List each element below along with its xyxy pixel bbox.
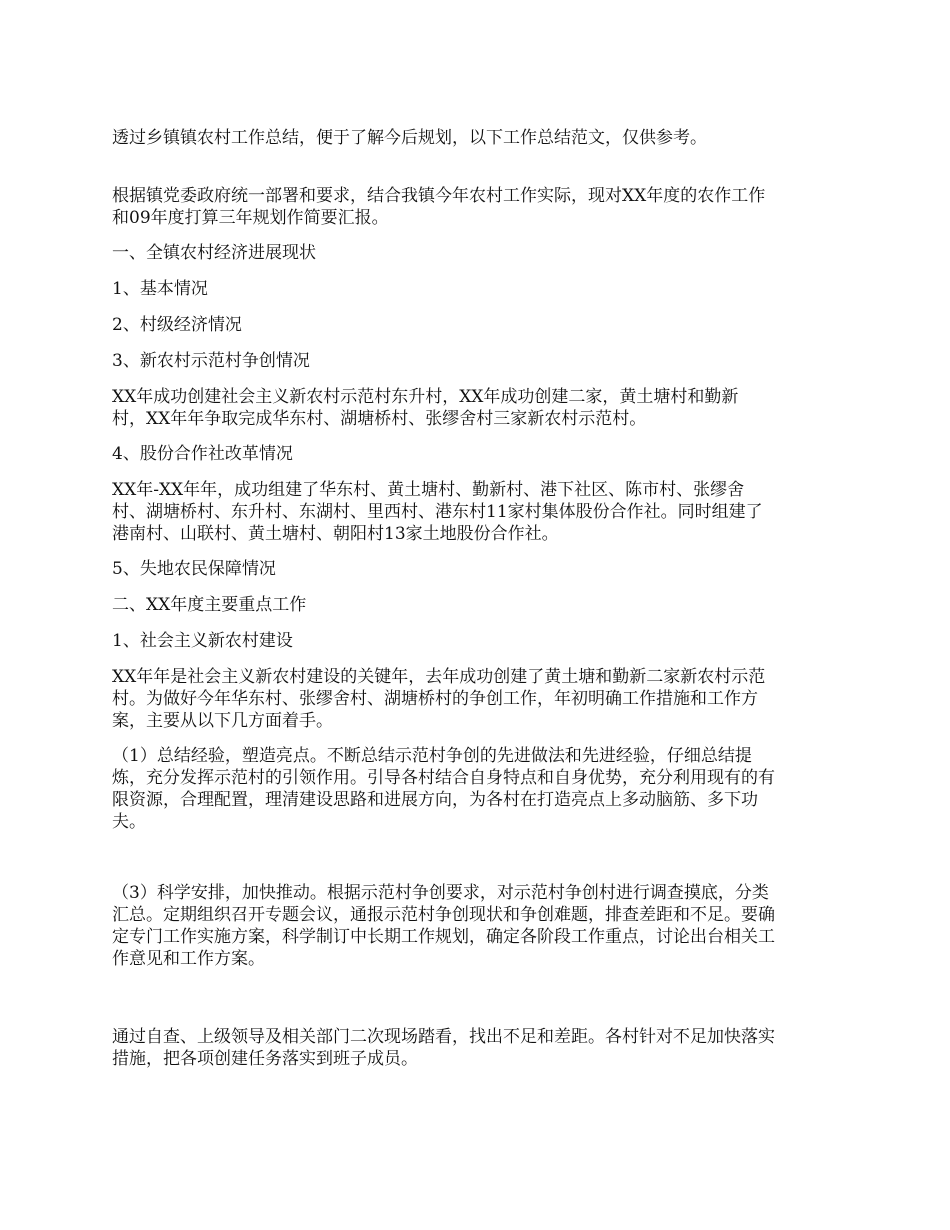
- opening-paragraph: 根据镇党委政府统一部署和要求，结合我镇今年农村工作实际，现对XX年度的农作工作 和09年度打算三年规划作简要汇报。: [112, 186, 766, 228]
- intro-paragraph: 透过乡镇镇农村工作总结，便于了解今后规划，以下工作总结范文，仅供参考。: [112, 128, 707, 148]
- subheading-model-village: 3、新农村示范村争创情况: [112, 351, 310, 371]
- subheading-new-countryside: 1、社会主义新农村建设: [112, 631, 293, 651]
- item-3-paragraph: （3）科学安排，加快推动。根据示范村争创要求，对示范村争创村进行调查摸底，分类 汇总。定期组织召开专题会议，通报示范村争创现状和争创难题，排查差距和不足。要确 定专门工作实施方案，科学制订中长期工作规划，确定各阶段工作重点，讨论出台相关工 作意见和工作方案。: [112, 883, 775, 969]
- subheading-land-loss-security: 5、失地农民保障情况: [112, 559, 276, 579]
- subheading-village-economy: 2、村级经济情况: [112, 315, 242, 335]
- model-village-paragraph: XX年成功创建社会主义新农村示范村东升村，XX年成功创建二家，黄土塘村和勤新 村，XX年年争取完成华东村、湖塘桥村、张缪舍村三家新农村示范村。: [112, 387, 739, 429]
- section-heading-2: 二、XX年度主要重点工作: [112, 595, 307, 615]
- section-heading-1: 一、全镇农村经济进展现状: [112, 243, 316, 263]
- item-1-paragraph: （1）总结经验，塑造亮点。不断总结示范村争创的先进做法和先进经验，仔细总结提 炼，充分发挥示范村的引领作用。引导各村结合自身特点和自身优势，充分利用现有的有 限资源，合理配置，理清建设思路和进展方向，为各村在打造亮点上多动脑筋、多下功 夫。: [112, 746, 775, 832]
- closing-paragraph: 通过自查、上级领导及相关部门二次现场踏看，找出不足和差距。各村针对不足加快落实 措施，把各项创建任务落实到班子成员。: [112, 1027, 775, 1069]
- subheading-cooperative-reform: 4、股份合作社改革情况: [112, 444, 293, 464]
- subheading-basic-situation: 1、基本情况: [112, 279, 208, 299]
- new-countryside-paragraph: XX年年是社会主义新农村建设的关键年，去年成功创建了黄土塘和勤新二家新农村示范 村。为做好今年华东村、张缪舍村、湖塘桥村的争创工作，年初明确工作措施和工作方 案，主要从以下几方面着手。: [112, 667, 766, 731]
- cooperative-paragraph: XX年-XX年年，成功组建了华东村、黄土塘村、勤新村、港下社区、陈市村、张缪舍 村、湖塘桥村、东升村、东湖村、里西村、港东村11家村集体股份合作社。同时组建了 港南村、山联村、黄土塘村、朝阳村13家土地股份合作社。: [112, 480, 763, 544]
